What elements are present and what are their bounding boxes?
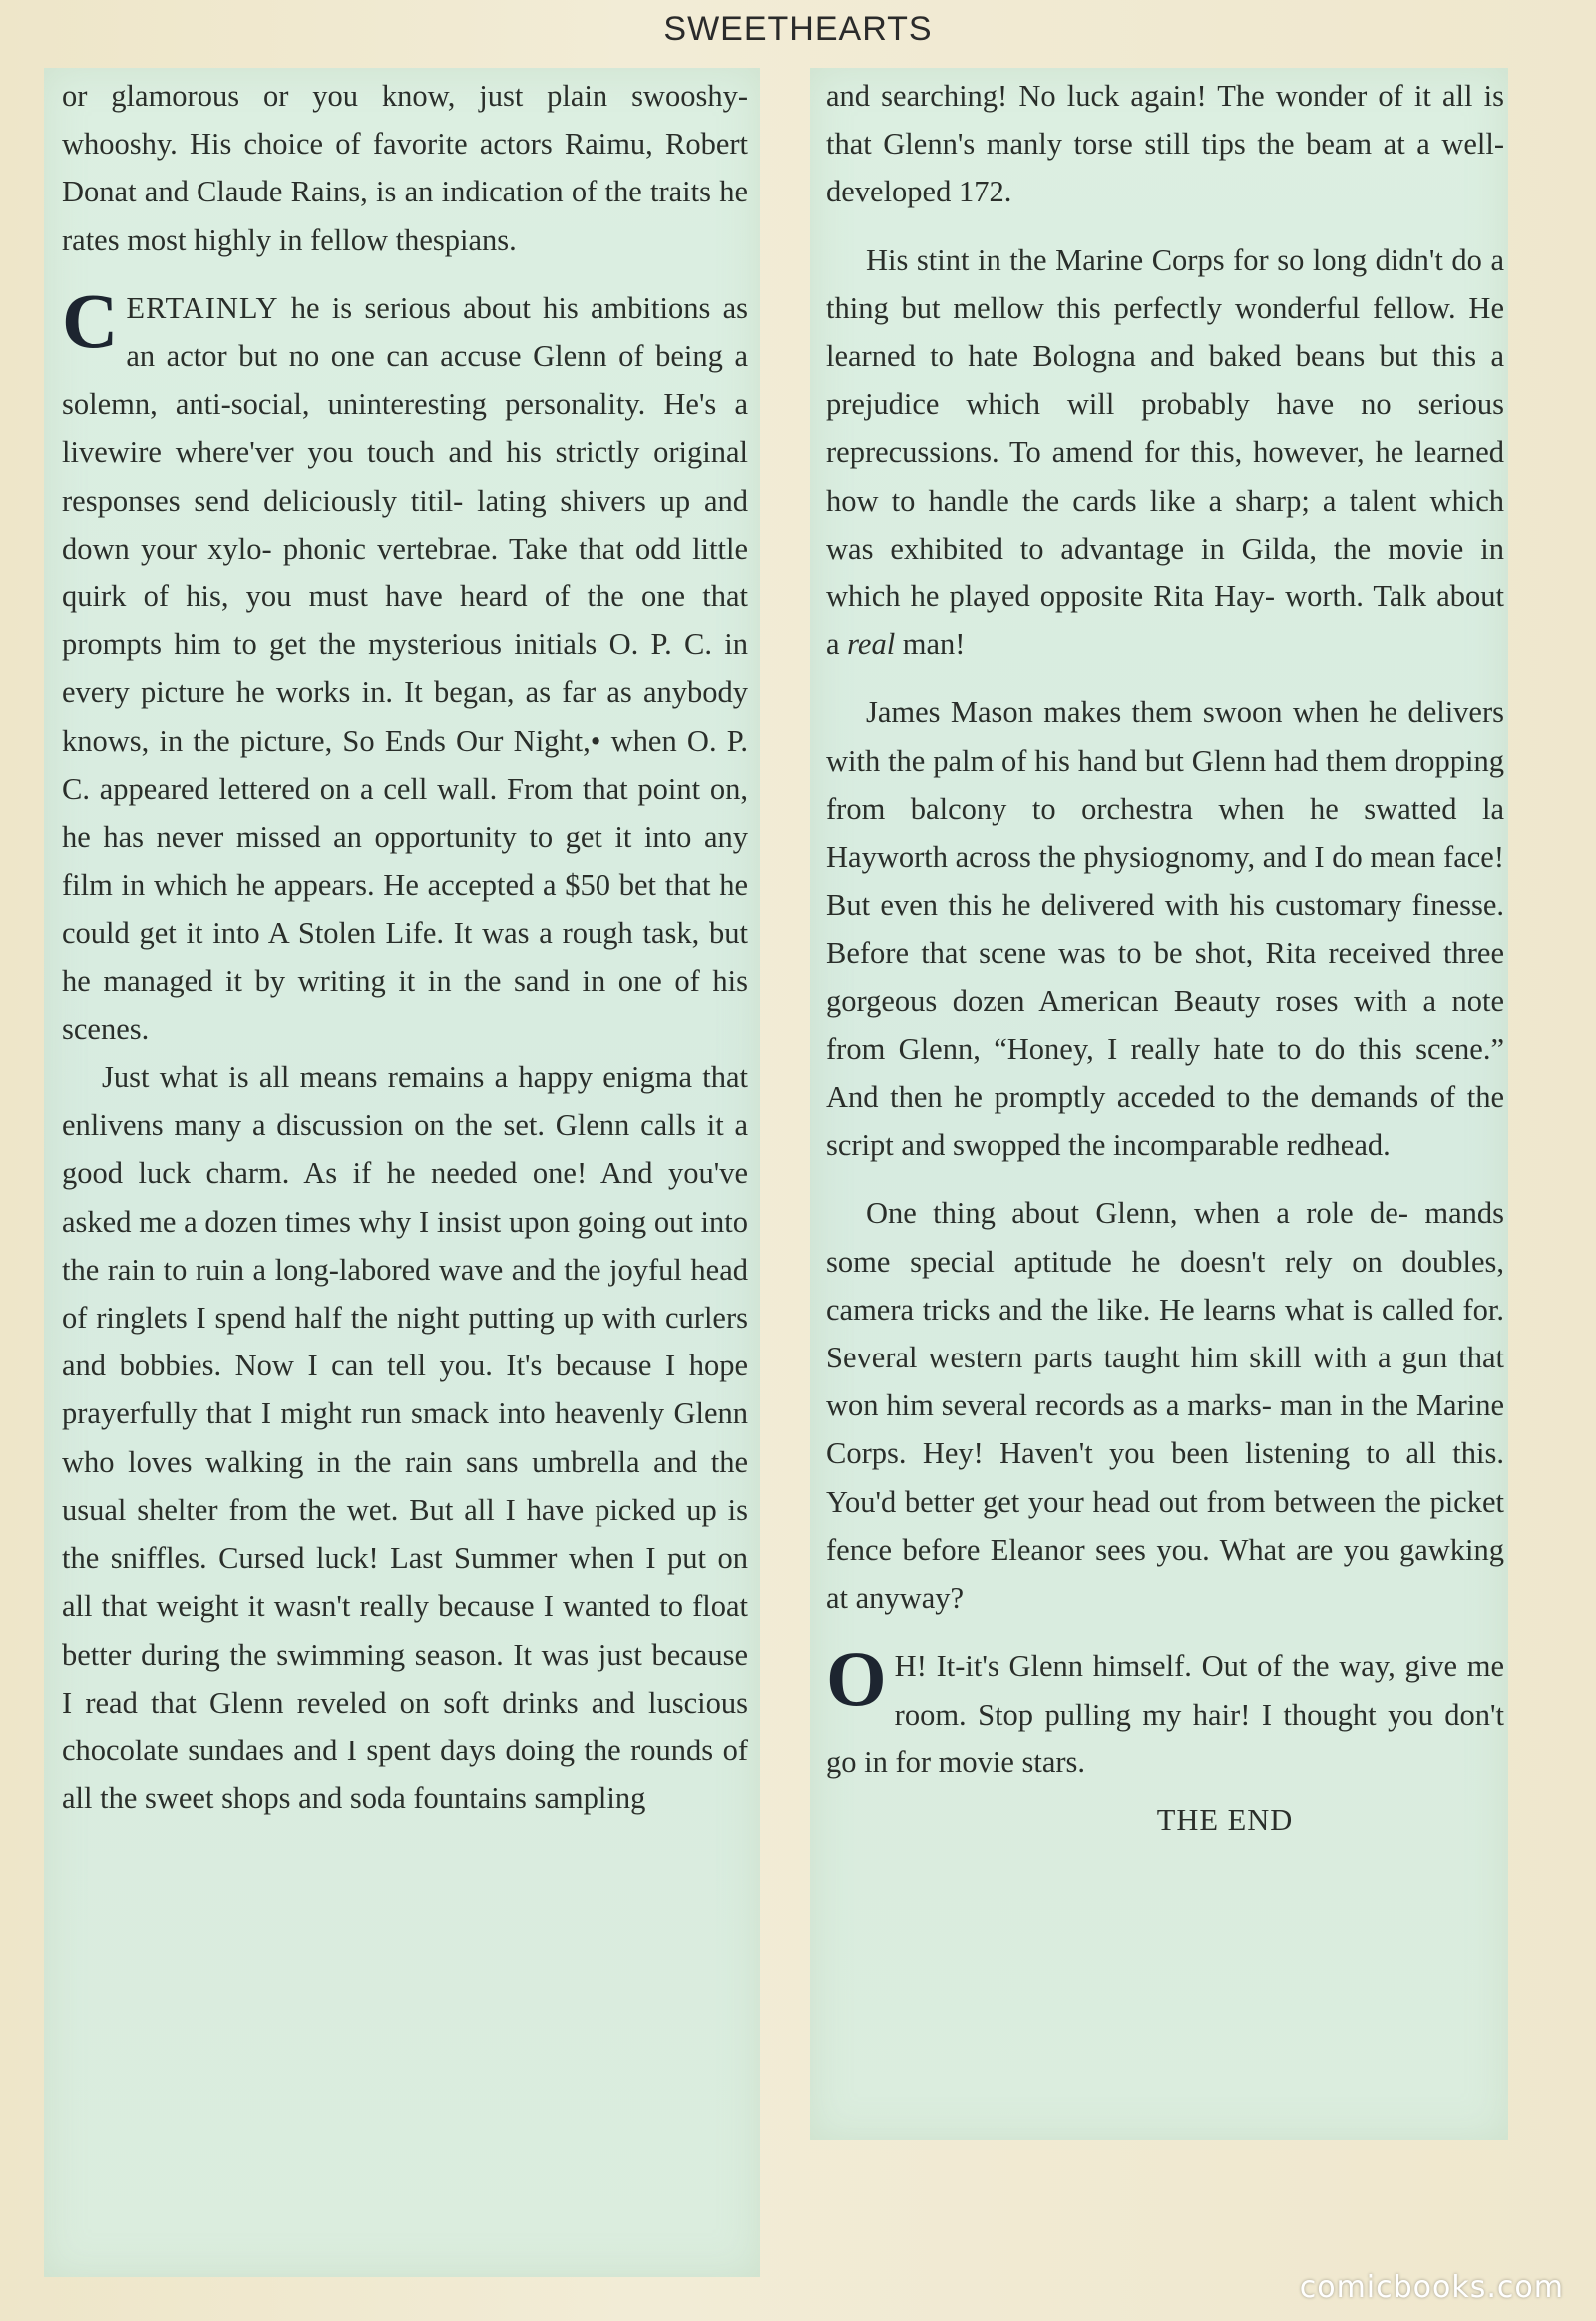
dropcap-c: C: [62, 276, 119, 364]
right-paragraph-5-text: H! It-it's Glenn himself. Out of the way, give me room. Stop pulling my hair! I thought you don't go in for movie stars.: [826, 1649, 1504, 1779]
left-paragraph-1: or glamorous or you know, just plain swooshy-whooshy. His choice of favorite actors Raimu, Robert Donat and Claude Rains, is an indication of the traits he rates most highly in fellow thespians.: [62, 79, 748, 257]
left-column: [62, 72, 748, 1822]
right-paragraph-3: James Mason makes them swoon when he delivers with the palm of his hand but Glenn had them dropping from balcony to orchestra when he swatted la Hayworth across the physiognomy, and I do mean face! But even this he delivered with his customary finesse. Before that scene was to be shot, Rita received three gorgeous dozen American Beauty roses with a note from Glenn, “Honey, I really hate to do this scene.” And then he promptly acceded to the demands of the script and swopped the incomparable redhead.: [826, 695, 1504, 1163]
lead-word-certainly: ERTAINLY: [126, 290, 279, 325]
right-paragraph-5: [826, 1635, 1504, 1786]
right-paragraph-4: One thing about Glenn, when a role de- mands some special aptitude he doesn't rely on doubles, camera tricks and the like. He learns what is called for. Several western parts taught him skill with a gun that won him several records as a marks- man in the Marine Corps. Hey! Haven't you been listening to all this. You'd better get your head out from between the picket fence before Eleanor sees you. What are you gawking at anyway?: [826, 1196, 1504, 1616]
italic-real: real: [847, 627, 896, 662]
left-paragraph-2: [62, 276, 748, 1053]
left-paragraph-3: Just what is all means remains a happy enigma that enlivens many a discussion on the set. Glenn calls it a good luck charm. As if he needed one! And you've asked me a dozen times why I insist upon going out into the rain to ruin a long-labored wave and the joyful head of ringlets I spend half the night putting up with curlers and bobbies. Now I can tell you. It's because I hope prayerfully that I might run smack into heavenly Glenn who loves walking in the rain sans umbrella and the usual shelter from the wet. But all I have picked up is the sniffles. Cursed luck! Last Summer when I put on all that weight it wasn't really because I wanted to float better during the swimming season. It was just because I read that Glenn reveled on soft drinks and luscious chocolate sundaes and I spent days doing the rounds of all the sweet shops and soda fountains sampling: [62, 1060, 748, 1816]
running-head: SWEETHEARTS: [663, 10, 933, 48]
right-paragraph-2: [826, 236, 1504, 669]
right-column: [826, 72, 1504, 1844]
the-end: THE END: [1156, 1802, 1294, 1837]
dropcap-o: O: [826, 1635, 887, 1723]
right-paragraph-2-end: man!: [895, 627, 966, 662]
watermark: comicbooks.com: [1299, 2270, 1564, 2305]
right-paragraph-2-text: His stint in the Marine Corps for so long didn't do a thing but mellow this perfectly wonderful fellow. He learned to hate Bologna and baked beans but this a prejudice which will probably have no serious reprecussions. To amend for this, however, he learned how to handle the cards like a sharp; a talent which was exhibited to advantage in Gilda, the movie in which he played opposite Rita Hay- worth. Talk about a: [826, 242, 1504, 662]
left-paragraph-2-text: he is serious about his ambitions as an actor but no one can accuse Glenn of being a solemn, anti-social, uninteresting personality. He's a livewire where'ver you touch and his strictly original responses send deliciously titil- lating shivers up and down your xylo- phonic vertebrae. Take that odd little quirk of his, you must have heard of the one that prompts him to get the mysterious initials O. P. C. in every picture he works in. It began, as far as anybody knows, in the picture, So Ends Our Night,• when O. P. C. appeared lettered on a cell wall. From that point on, he has never missed an opportunity to get it into any film in which he appears. He accepted a $50 bet that he could get it into A Stolen Life. It was a rough task, but he managed it by writing it in the sand in one of his scenes.: [62, 290, 748, 1046]
right-paragraph-1: and searching! No luck again! The wonder of it all is that Glenn's manly torse still tips the beam at a well-developed 172.: [826, 79, 1504, 209]
